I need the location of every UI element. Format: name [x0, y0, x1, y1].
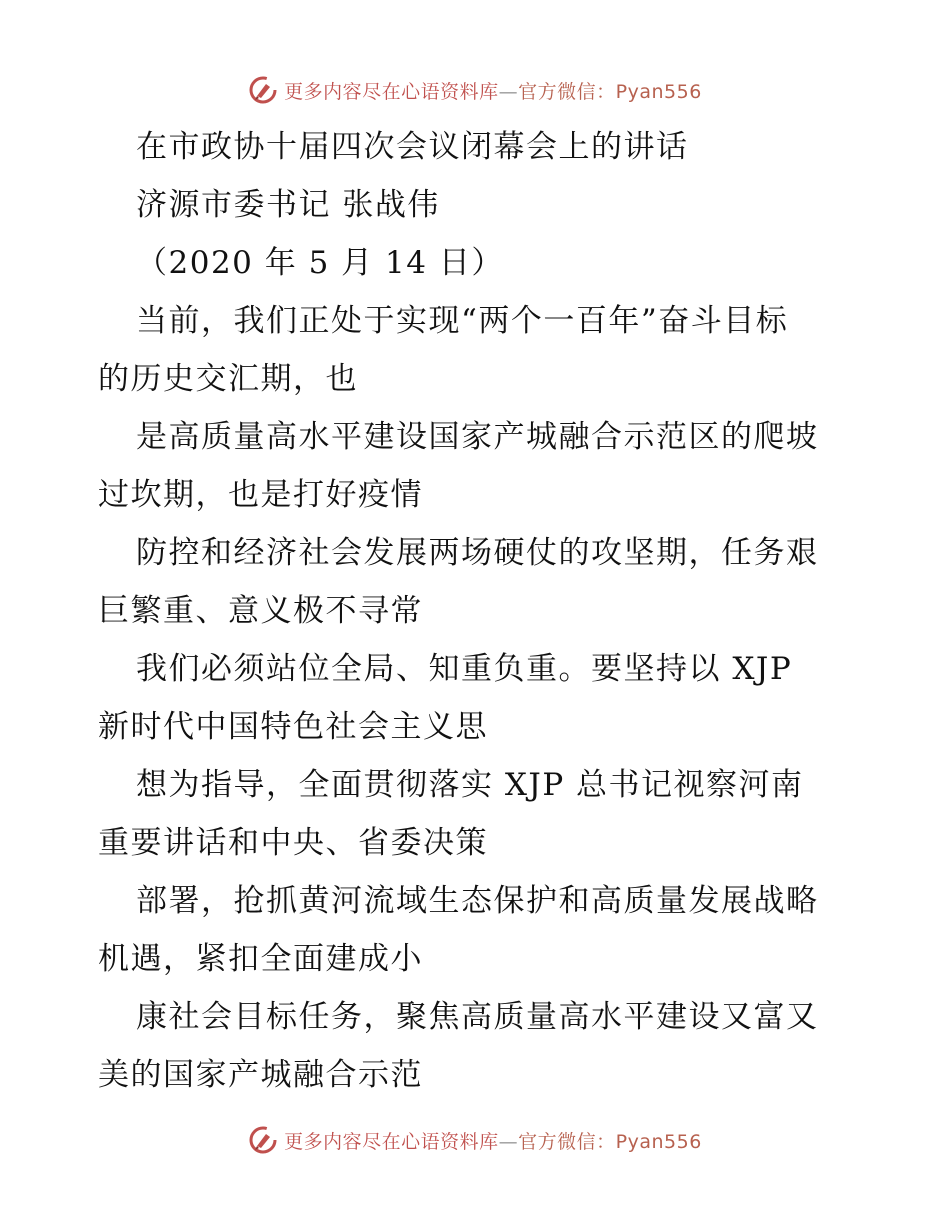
document-body — [98, 118, 858, 1104]
banner-text — [284, 77, 702, 104]
doc-date: （2020 年 5 月 14 日） — [136, 245, 504, 281]
banner-text — [284, 1127, 702, 1154]
paragraph-line: 的历史交汇期，也 — [98, 361, 358, 397]
paragraph-line: 巨繁重、意义极不寻常 — [98, 593, 423, 629]
paragraph-line: 重要讲话和中央、省委决策 — [98, 825, 488, 861]
doc-title: 在市政协十届四次会议闭幕会上的讲话 — [136, 129, 689, 165]
paragraph-line: 当前，我们正处于实现“两个一百年”奋斗目标 — [136, 303, 789, 339]
doc-author: 济源市委书记 张战伟 — [136, 187, 440, 223]
banner-separator: — — [498, 1130, 519, 1153]
banner-separator: — — [498, 80, 519, 103]
paragraph-line: 康社会目标任务，聚焦高质量高水平建设又富又 — [136, 999, 819, 1035]
paragraph-line: 新时代中国特色社会主义思 — [98, 709, 488, 745]
paragraph-line: 我们必须站位全局、知重负重。要坚持以 XJP — [136, 651, 793, 687]
promo-text: 更多内容尽在心语资料库 — [284, 1130, 499, 1153]
footer-banner — [0, 1120, 950, 1160]
pen-nib-logo-icon — [248, 1125, 278, 1155]
paragraph-line: 过坎期，也是打好疫情 — [98, 477, 423, 513]
wechat-text: 官方微信：Pyan556 — [518, 80, 702, 103]
paragraph-line: 想为指导，全面贯彻落实 XJP 总书记视察河南 — [136, 767, 804, 803]
paragraph-line: 美的国家产城融合示范 — [98, 1057, 423, 1093]
paragraph-line: 部署，抢抓黄河流域生态保护和高质量发展战略 — [136, 883, 819, 919]
paragraph-line: 防控和经济社会发展两场硬仗的攻坚期，任务艰 — [136, 535, 819, 571]
wechat-text: 官方微信：Pyan556 — [518, 1130, 702, 1153]
paragraph-line: 机遇，紧扣全面建成小 — [98, 941, 423, 977]
pen-nib-logo-icon — [248, 75, 278, 105]
promo-text: 更多内容尽在心语资料库 — [284, 80, 499, 103]
header-banner — [0, 70, 950, 110]
paragraph-line: 是高质量高水平建设国家产城融合示范区的爬坡 — [136, 419, 819, 455]
